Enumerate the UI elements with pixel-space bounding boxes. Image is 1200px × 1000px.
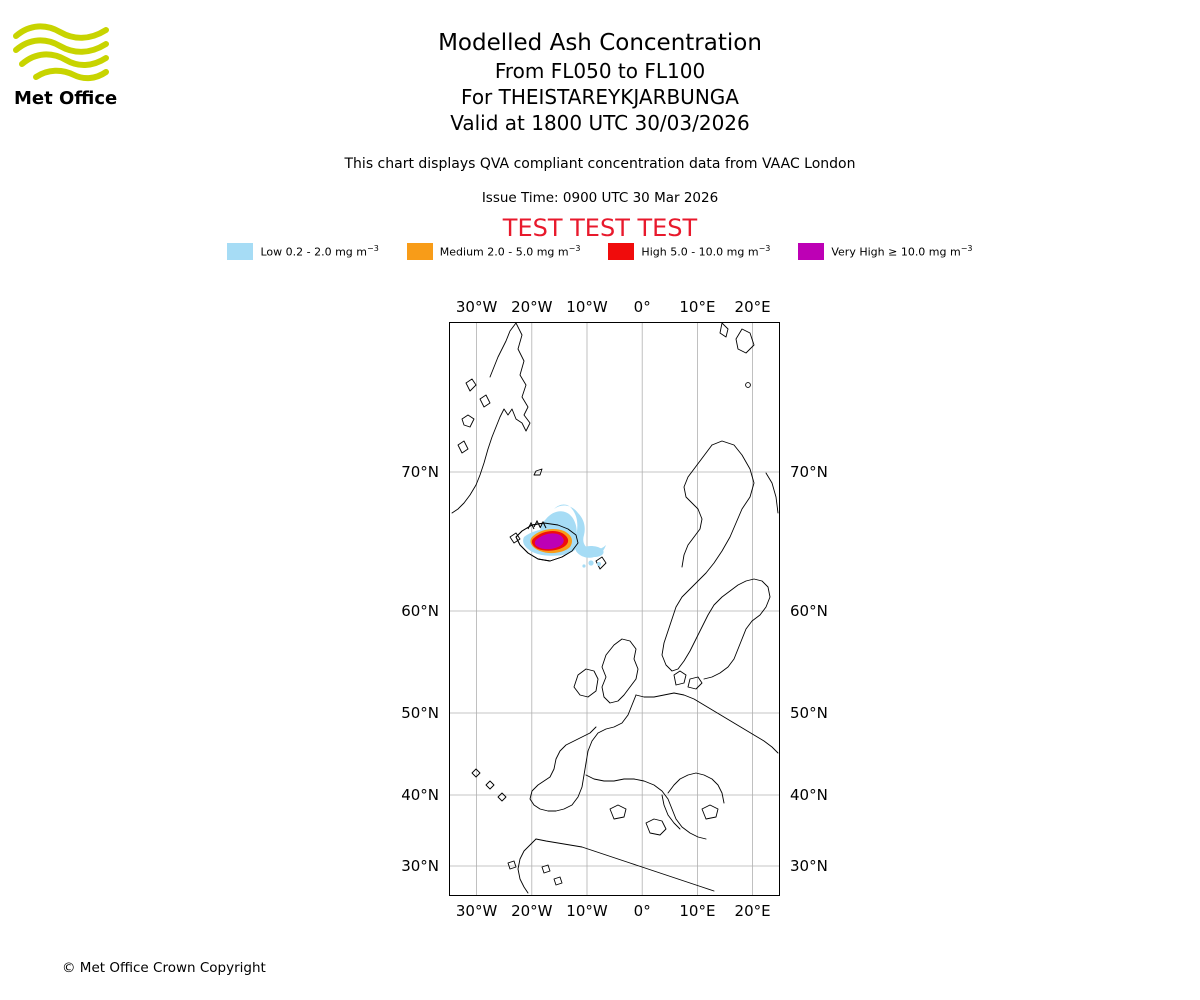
title-volcano: For THEISTAREYKJARBUNGA <box>461 85 739 109</box>
x-tick-top-20w: 20°W <box>511 298 553 316</box>
x-tick-top-20e: 20°E <box>734 298 771 316</box>
title-flight-levels: From FL050 to FL100 <box>494 59 706 83</box>
y-tick-left-40n: 40°N <box>401 786 439 804</box>
x-tick-bottom-30w: 30°W <box>455 902 498 920</box>
legend-label-very-high: Very High ≥ 10.0 mg $m^{-3}$ <box>831 244 973 259</box>
test-banner: TEST TEST TEST <box>502 214 698 242</box>
legend-item-high <box>608 243 770 260</box>
legend-label-low: Low 0.2 - 2.0 mg $m^{-3}$ <box>260 244 379 259</box>
concentration-legend <box>0 243 1200 260</box>
map-graticule <box>450 323 779 895</box>
legend-label-high: High 5.0 - 10.0 mg $m^{-3}$ <box>641 244 771 259</box>
map-x-axis-bottom <box>449 902 780 922</box>
copyright-text: © Met Office Crown Copyright <box>62 960 266 976</box>
x-tick-bottom-20w: 20°W <box>511 902 553 920</box>
y-tick-left-60n: 60°N <box>401 602 439 620</box>
map-plot-area[interactable] <box>449 322 780 896</box>
legend-swatch-high <box>608 243 634 260</box>
x-tick-bottom-10w: 10°W <box>566 902 608 920</box>
chart-subtitle: This chart displays QVA compliant concentration data from VAAC London <box>344 156 856 172</box>
x-tick-top-10e: 10°E <box>679 298 716 316</box>
x-tick-top-10w: 10°W <box>566 298 608 316</box>
x-tick-bottom-0: 0° <box>633 902 651 920</box>
legend-sup-medium: −3 <box>568 244 581 254</box>
issue-time: Issue Time: 0900 UTC 30 Mar 2026 <box>481 190 719 206</box>
legend-item-medium <box>407 243 581 260</box>
legend-label-medium: Medium 2.0 - 5.0 mg $m^{-3}$ <box>439 244 581 259</box>
y-tick-left-70n: 70°N <box>401 463 439 481</box>
x-tick-top-30w: 30°W <box>455 298 498 316</box>
y-tick-right-50n: 50°N <box>790 704 828 722</box>
title-valid-at: Valid at 1800 UTC 30/03/2026 <box>450 111 750 135</box>
map-x-axis-top <box>449 298 780 318</box>
legend-sup-high: −3 <box>758 244 771 254</box>
map-coastlines <box>452 323 778 893</box>
map-svg <box>450 323 779 895</box>
ash-concentration-map <box>401 298 828 920</box>
y-tick-left-50n: 50°N <box>401 704 439 722</box>
legend-sup-very-high: −3 <box>960 244 973 254</box>
y-tick-right-70n: 70°N <box>790 463 828 481</box>
page-title-block <box>0 28 1200 136</box>
legend-swatch-very-high <box>798 243 824 260</box>
y-tick-left-30n: 30°N <box>401 857 439 875</box>
x-tick-top-0: 0° <box>633 298 651 316</box>
legend-swatch-medium <box>407 243 433 260</box>
y-tick-right-60n: 60°N <box>790 602 828 620</box>
y-tick-right-40n: 40°N <box>790 786 828 804</box>
y-tick-right-30n: 30°N <box>790 857 828 875</box>
legend-sup-low: −3 <box>366 244 379 254</box>
legend-item-low <box>227 243 378 260</box>
x-tick-bottom-10e: 10°E <box>679 902 716 920</box>
x-tick-bottom-20e: 20°E <box>734 902 771 920</box>
legend-item-very-high <box>798 243 972 260</box>
page-title: Modelled Ash Concentration <box>438 30 762 56</box>
legend-swatch-low <box>227 243 253 260</box>
met-office-logo-text: Met Office <box>14 88 118 109</box>
